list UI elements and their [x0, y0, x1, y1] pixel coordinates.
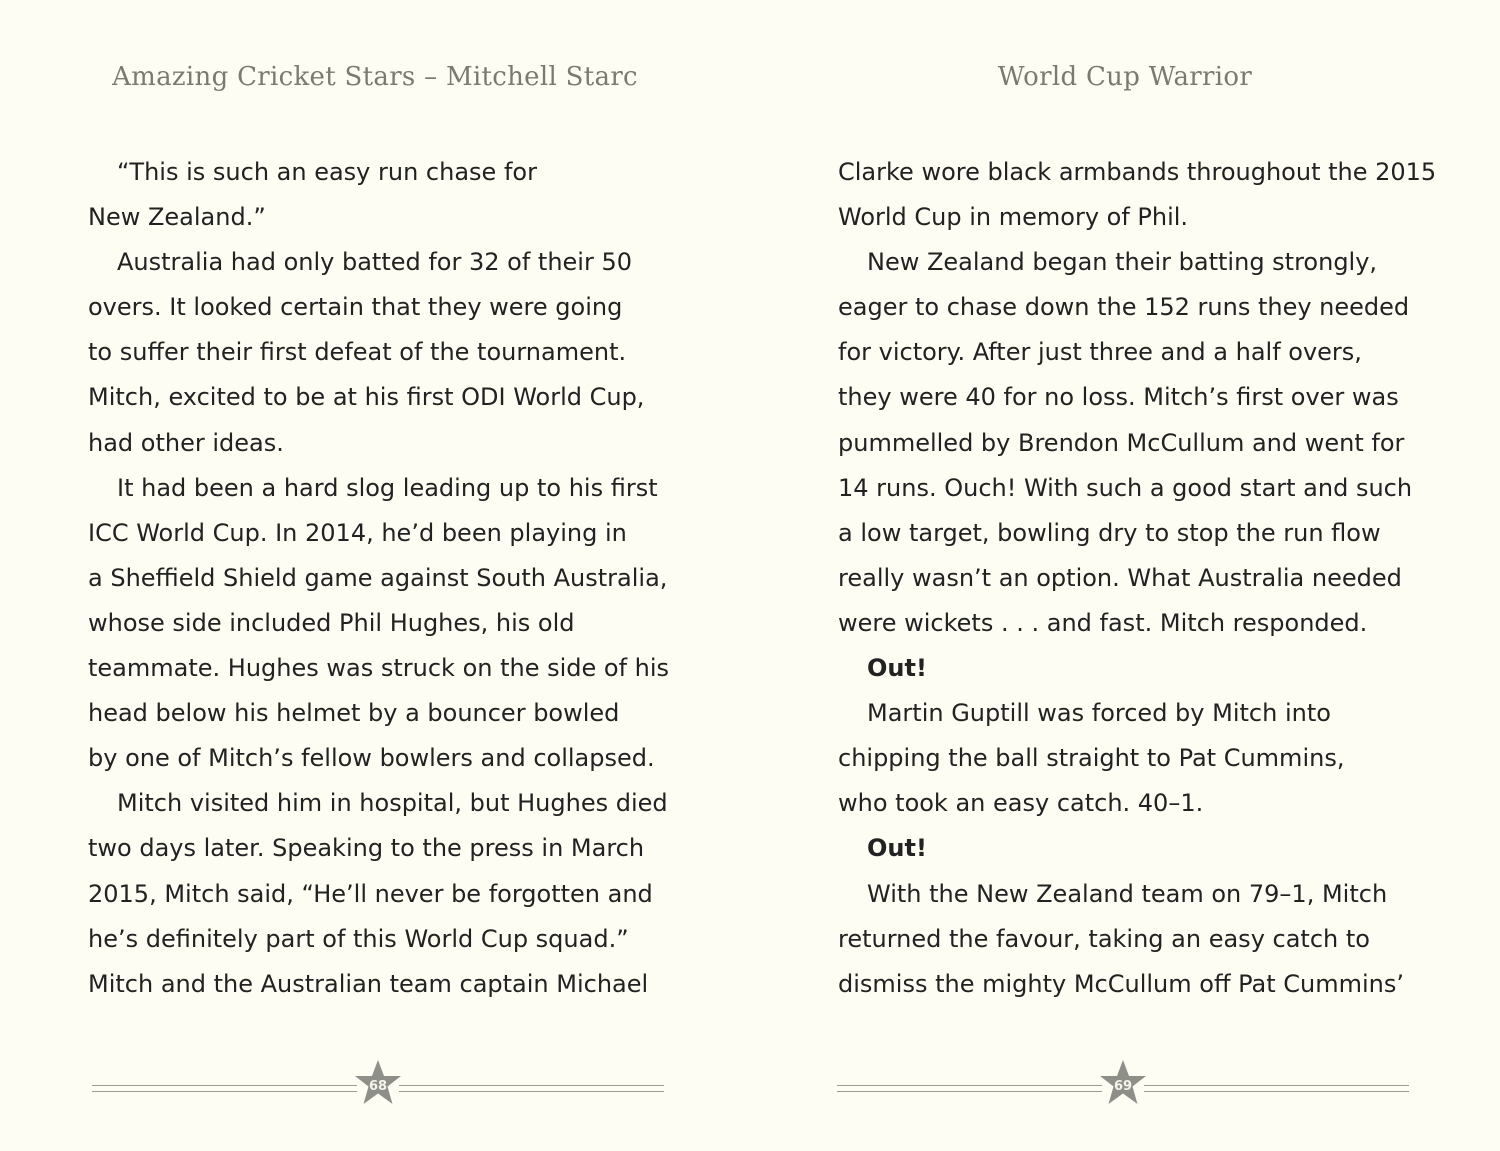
text-line: a low target, bowling dry to stop the run flow	[838, 518, 1381, 547]
text-line: 2015, Mitch said, “He’ll never be forgotten and	[88, 879, 653, 908]
page-number: 68	[368, 1079, 388, 1094]
text-line: returned the favour, taking an easy catch to	[838, 924, 1370, 953]
body-text	[88, 150, 688, 1007]
page-number-badge	[353, 1058, 403, 1108]
text-line: for victory. After just three and a half overs,	[838, 338, 1362, 367]
text-line: New Zealand.”	[88, 203, 266, 232]
text-line: Clarke wore black armbands throughout the 2015	[838, 158, 1437, 186]
text-line: were wickets . . . and fast. Mitch responded.	[838, 608, 1368, 637]
footer-rule-left	[837, 1085, 1102, 1092]
page-footer	[837, 1058, 1409, 1120]
text-line: World Cup in memory of Phil.	[838, 203, 1189, 232]
text-line: he’s definitely part of this World Cup squad.”	[88, 924, 629, 953]
text-line: whose side included Phil Hughes, his old	[88, 608, 575, 637]
running-head: Amazing Cricket Stars – Mitchell Starc	[112, 62, 638, 92]
running-head: World Cup Warrior	[997, 62, 1253, 92]
right-page	[750, 0, 1500, 1151]
footer-rule-right	[1144, 1085, 1409, 1092]
text-line: ICC World Cup. In 2014, he’d been playing in	[88, 518, 627, 547]
body-text	[838, 150, 1438, 1007]
text-line: head below his helmet by a bouncer bowled	[88, 699, 620, 728]
footer-rule-left	[92, 1085, 357, 1092]
text-line: 14 runs. Ouch! With such a good start and such	[838, 473, 1413, 502]
text-line: who took an easy catch. 40–1.	[838, 789, 1204, 818]
text-line: Mitch and the Australian team captain Michael	[88, 969, 649, 998]
text-line: pummelled by Brendon McCullum and went for	[838, 428, 1405, 457]
page-footer	[92, 1058, 664, 1120]
text-line: a Sheffield Shield game against South Australia,	[88, 563, 668, 592]
text-line: two days later. Speaking to the press in March	[88, 834, 645, 863]
page-number: 69	[1113, 1079, 1133, 1094]
text-line: It had been a hard slog leading up to his first	[117, 473, 658, 502]
text-line: “This is such an easy run chase for	[117, 158, 537, 186]
text-line: dismiss the mighty McCullum off Pat Cummins’	[838, 969, 1404, 998]
text-line: Martin Guptill was forced by Mitch into	[867, 699, 1331, 728]
text-line: With the New Zealand team on 79–1, Mitch	[867, 879, 1388, 908]
text-line: chipping the ball straight to Pat Cummins,	[838, 744, 1345, 773]
page-number-badge	[1098, 1058, 1148, 1108]
footer-rule-right	[399, 1085, 664, 1092]
text-line: Australia had only batted for 32 of their 50	[117, 248, 633, 277]
text-line: overs. It looked certain that they were going	[88, 293, 623, 322]
text-line: had other ideas.	[88, 428, 284, 457]
emphasis-line: Out!	[867, 834, 927, 863]
text-line: to suffer their first defeat of the tournament.	[88, 338, 627, 367]
text-line: Mitch, excited to be at his first ODI World Cup,	[88, 383, 645, 412]
text-line: really wasn’t an option. What Australia needed	[838, 563, 1402, 592]
text-line: they were 40 for no loss. Mitch’s first over was	[838, 383, 1399, 412]
text-line: Mitch visited him in hospital, but Hughes died	[117, 789, 668, 818]
text-line: New Zealand began their batting strongly,	[867, 248, 1378, 277]
text-line: teammate. Hughes was struck on the side of his	[88, 654, 670, 683]
text-line: eager to chase down the 152 runs they needed	[838, 293, 1410, 322]
text-line: by one of Mitch’s fellow bowlers and collapsed.	[88, 744, 655, 773]
emphasis-line: Out!	[867, 654, 927, 683]
